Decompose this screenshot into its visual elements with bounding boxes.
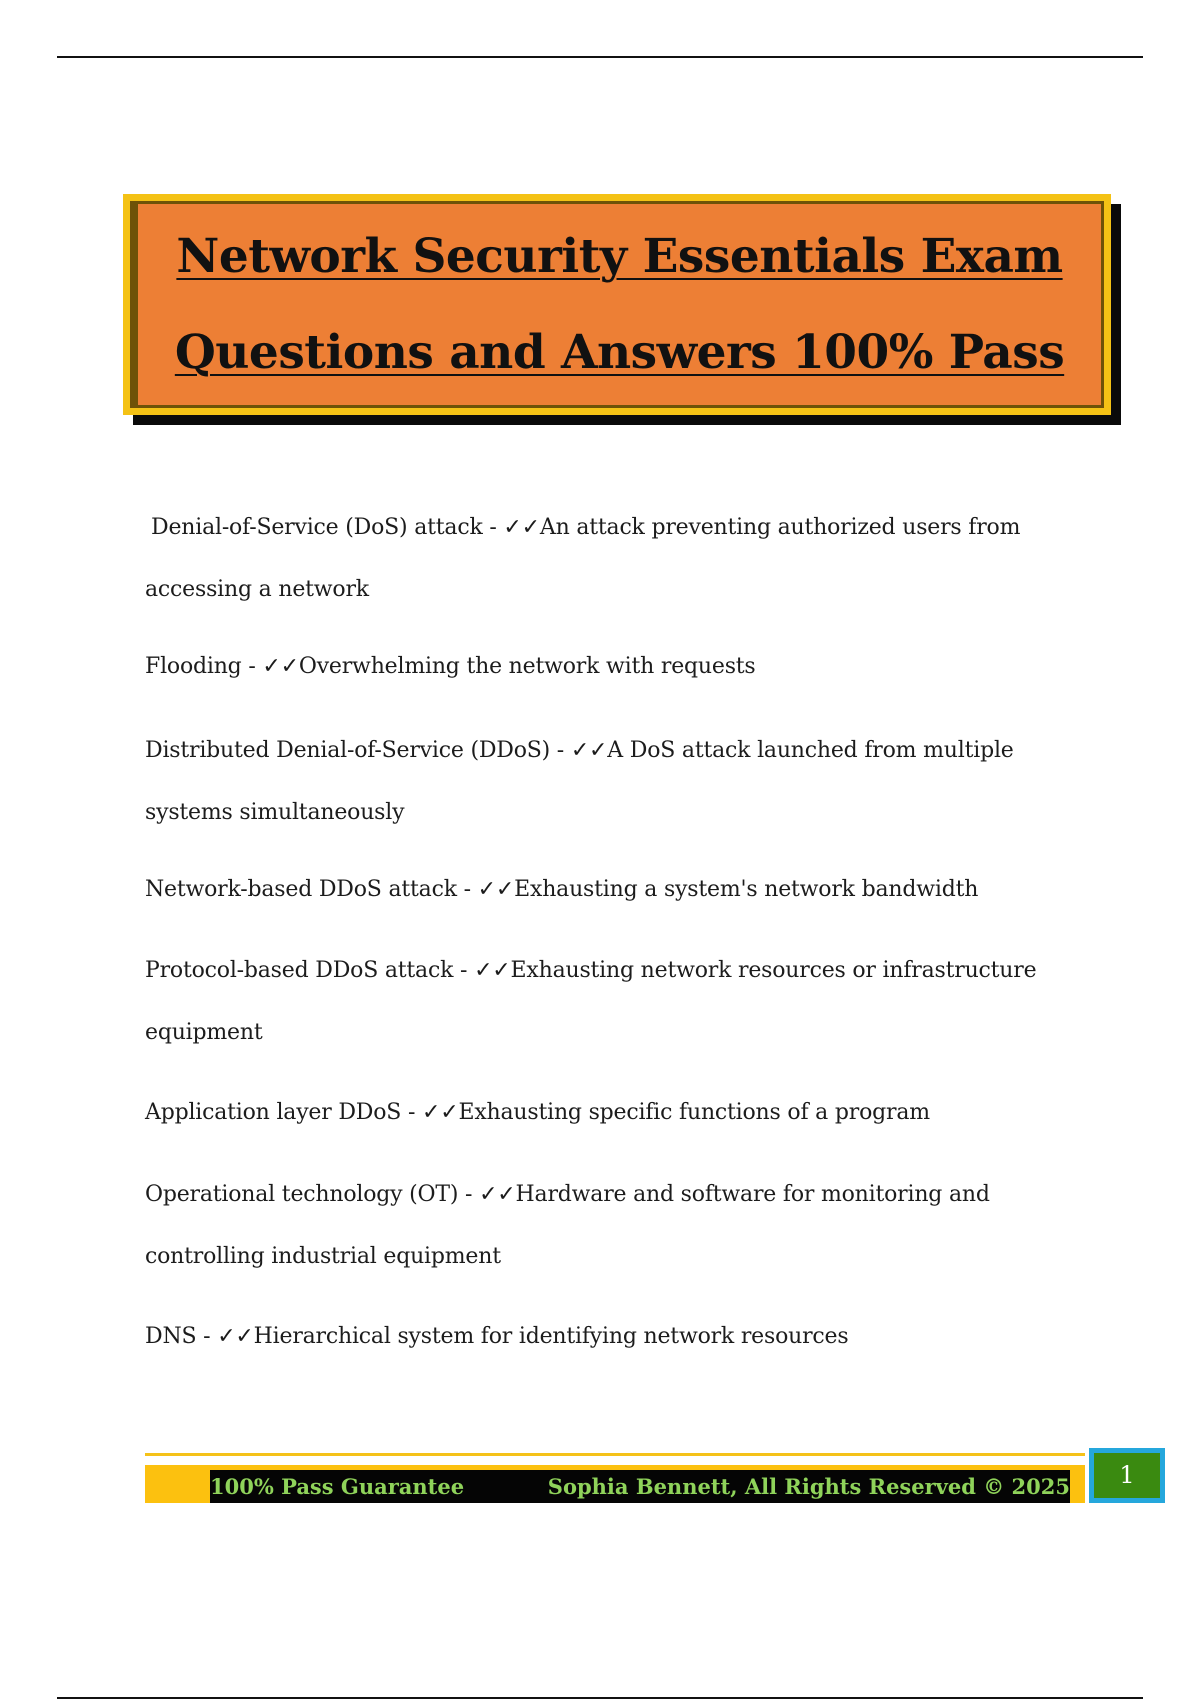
qa-item: DNS - ✓✓Hierarchical system for identifying network resources <box>145 1324 849 1349</box>
qa-answer: Exhausting network resources or infrastructure equipment <box>145 958 1037 1045</box>
title-banner-inner <box>138 204 1101 405</box>
check-icon: ✓✓ <box>421 1100 459 1125</box>
check-icon: ✓✓ <box>503 515 540 540</box>
top-rule <box>57 56 1143 58</box>
qa-term: Operational technology (OT) <box>145 1182 459 1207</box>
qa-item: Network-based DDoS attack - ✓✓Exhausting a system's network bandwidth <box>145 877 979 902</box>
qa-term: Denial-of-Service (DoS) attack <box>151 515 483 540</box>
qa-item: Denial-of-Service (DoS) attack - ✓✓An attack preventing authorized users from accessing a network <box>145 515 1021 602</box>
check-icon: ✓✓ <box>262 654 299 679</box>
qa-answer: Hardware and software for monitoring and controlling industrial equipment <box>145 1182 990 1269</box>
qa-answer: A DoS attack launched from multiple systems simultaneously <box>145 738 1014 825</box>
qa-term: DNS <box>145 1324 197 1349</box>
qa-item: Distributed Denial-of-Service (DDoS) - ✓✓A DoS attack launched from multiple systems simultaneously <box>145 738 1014 825</box>
qa-item: Application layer DDoS - ✓✓Exhausting specific functions of a program <box>145 1100 930 1125</box>
qa-term: Flooding <box>145 654 242 679</box>
check-icon: ✓✓ <box>479 1182 516 1207</box>
qa-answer: Hierarchical system for identifying network resources <box>253 1324 849 1349</box>
bottom-rule <box>57 1697 1143 1699</box>
check-icon: ✓✓ <box>570 738 608 763</box>
qa-answer: An attack preventing authorized users from accessing a network <box>145 515 1021 602</box>
qa-item: Protocol-based DDoS attack - ✓✓Exhausting network resources or infrastructure equipment <box>145 958 1037 1045</box>
footer-top-line <box>145 1453 1085 1456</box>
page-number: 1 <box>1089 1448 1165 1503</box>
qa-term: Application layer DDoS <box>145 1100 402 1125</box>
title-line-1: Network Security Essentials Exam <box>176 228 1063 284</box>
title-line-2: Questions and Answers 100% Pass <box>174 324 1065 380</box>
qa-answer: Exhausting a system's network bandwidth <box>514 877 979 902</box>
check-icon: ✓✓ <box>474 958 511 983</box>
qa-item: Flooding - ✓✓Overwhelming the network with requests <box>145 654 756 679</box>
qa-term: Distributed Denial-of-Service (DDoS) <box>145 738 550 763</box>
qa-item: Operational technology (OT) - ✓✓Hardware and software for monitoring and controlling industrial equipment <box>145 1182 990 1269</box>
qa-answer: Overwhelming the network with requests <box>298 654 756 679</box>
footer-guarantee-text: 100% Pass Guarantee <box>210 1474 465 1499</box>
qa-term: Network-based DDoS attack <box>145 877 457 902</box>
check-icon: ✓✓ <box>217 1324 254 1349</box>
title-banner <box>123 194 1111 415</box>
qa-term: Protocol-based DDoS attack <box>145 958 454 983</box>
qa-answer: Exhausting specific functions of a program <box>458 1100 930 1125</box>
footer-copyright-text: Sophia Bennett, All Rights Reserved © 2025 <box>547 1474 1070 1499</box>
check-icon: ✓✓ <box>477 877 515 902</box>
